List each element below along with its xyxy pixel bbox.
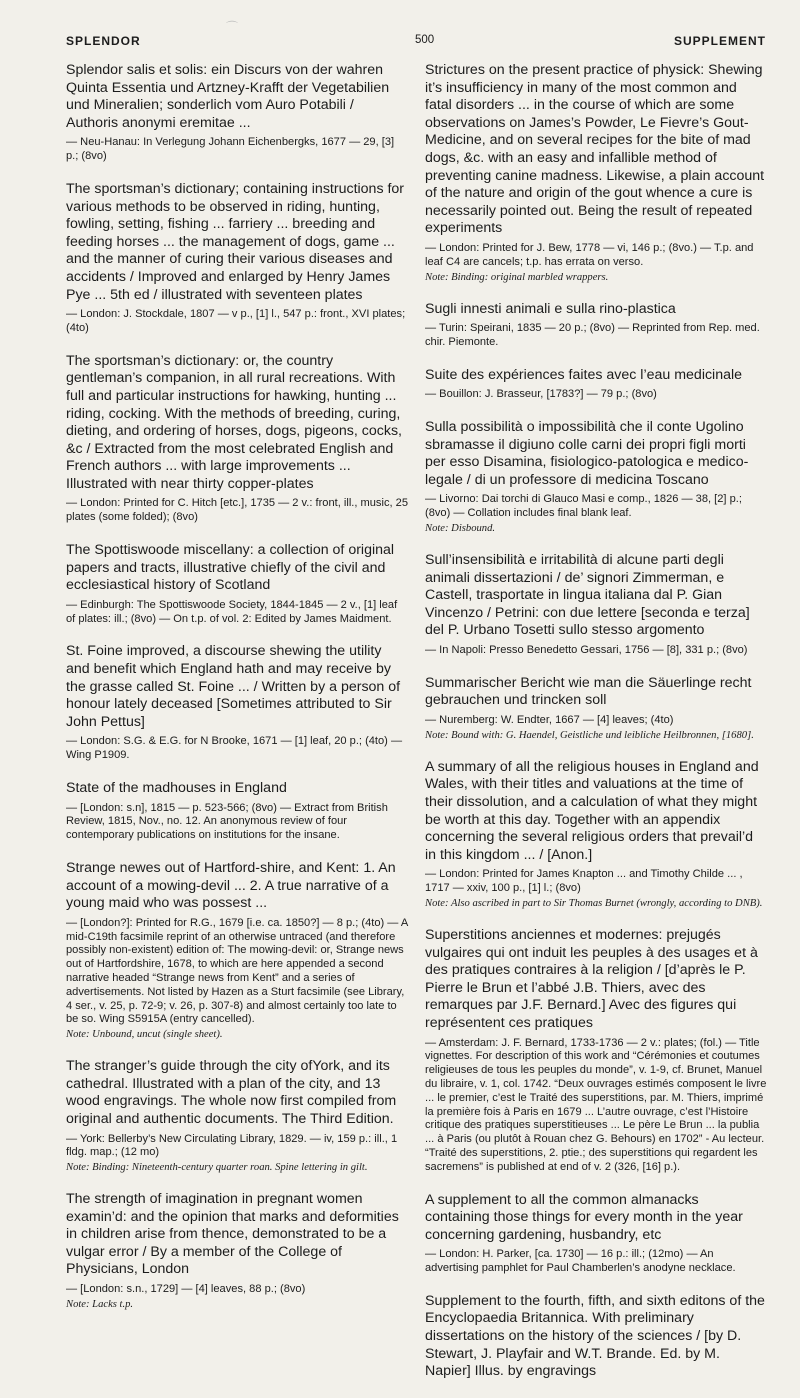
catalog-entry: [425, 927, 767, 1175]
entry-imprint: — London: Printed for James Knapton ... and Timothy Childe ... , 1717 — xxiv, 100 p., [1] l.; (8vo): [425, 868, 743, 895]
entry-imprint: — London: H. Parker, [ca. 1730] — 16 p.: ill.; (12mo) — An advertising pamphlet for Paul Chamberlen’s anodyne necklace.: [425, 1248, 736, 1275]
entry-title: A summary of all the religious houses in England and Wales, with their titles and valuations at the time of their dissolution, and a calculation of what they might be worth at this day. Together with an appendix concerning the several religious orders that prevail’d in this kingdom ... / [Anon.]: [425, 758, 759, 863]
pencil-mark-icon: ⌒: [226, 20, 239, 34]
entry-imprint: — Turin: Speirani, 1835 — 20 p.; (8vo) — Reprinted from Rep. med. chir. Piemonte.: [425, 322, 760, 348]
catalog-entry: [425, 62, 767, 284]
entry-title: Strictures on the present practice of physick: Shewing it’s insufficiency in many of the most common and fatal disorders ... in the course of which are some observations on James’s Powder, Le Fievre’s Gout-Medicine, and on several recipes for the bite of mad dogs, &c. with an easy and infallible method of preventing canine madness. Likewise, a plain account of the nature and origin of the gout whence a cure is necessarily pointed out. Being the result of repeated experiments: [425, 62, 765, 237]
entry-note: Note: Disbound.: [425, 523, 496, 535]
catalog-entry: [425, 759, 767, 910]
page-number: 500: [415, 34, 435, 46]
catalog-entry: [66, 1191, 408, 1311]
entry-title: The strength of imagination in pregnant women examin’d: and the opinion that marks and deformities in children arise from thence, demonstrated to be a vulgar error / By a member of the College of Physicians, London: [66, 1191, 399, 1278]
entry-imprint: — Neu-Hanau: In Verlegung Johann Eichenbergks, 1677 — 29, [3] p.; (8vo): [66, 136, 395, 163]
catalog-entry: [66, 353, 408, 525]
entry-imprint: — In Napoli: Presso Benedetto Gessari, 1756 — [8], 331 p.; (8vo): [425, 644, 748, 657]
catalog-entry: [66, 181, 408, 336]
catalog-entry: [425, 301, 767, 350]
entry-title: The sportsman’s dictionary; containing instructions for various methods to be observed in riding, hunting, fowling, setting, fishing ... farriery ... breeding and feeding horses ... the management of dogs, game ... and the manner of curing their various diseases and accidents / Improved and enlarged by Henry James Pye ... 5th ed / illustrated with seventeen plates: [66, 180, 405, 303]
entry-note: Note: Binding: Nineteenth-century quarter roan. Spine lettering in gilt.: [66, 1162, 368, 1174]
entry-title: Summarischer Bericht wie man die Säuerlinge recht gebrauchen und trincken soll: [425, 674, 752, 709]
left-column: [66, 62, 408, 1328]
entry-title: St. Foine improved, a discourse shewing the utility and benefit which England hath and may receive by the grasse called St. Foine ... / Written by a person of honour lately deceased [Sometimes attributed to Sir John Pettus]: [66, 643, 401, 730]
entry-title: Strange newes out of Hartford-shire, and Kent: 1. An account of a mowing-devil ... 2. A true narrative of a young maid who was possest ...: [66, 859, 396, 912]
catalog-entry: [66, 1058, 408, 1174]
catalog-entry: [425, 675, 767, 742]
catalog-entry: [66, 643, 408, 763]
catalog-entry: [425, 1293, 767, 1381]
entry-imprint: — [London: s.n., 1729] — [4] leaves, 88 p.; (8vo): [66, 1283, 306, 1296]
header-right-keyword: SUPPLEMENT: [673, 34, 766, 48]
entry-title: Sugli innesti animali e sulla rino-plastica: [425, 300, 676, 317]
entry-title: A supplement to all the common almanacks containing those things for every month in the year concerning gardening, husbandry, etc: [425, 1191, 743, 1243]
catalog-entry: [66, 62, 408, 164]
catalog-entry: [66, 860, 408, 1041]
header-left-keyword: SPLENDOR: [66, 34, 141, 48]
entry-imprint: — London: Printed for C. Hitch [etc.], 1735 — 2 v.: front, ill., music, 25 plates (some folded); (8vo): [66, 497, 408, 524]
entry-imprint: — Nuremberg: W. Endter, 1667 — [4] leaves; (4to): [425, 714, 674, 727]
entry-title: Superstitions anciennes et modernes: prejugés vulgaires qui ont induit les peuples à des usages et à des pratiques contraires à la religion / [d’après le P. Pierre le Brun et l’abbé J.B. Thiers, avec des remarques par J.F. Bernard.] Avec des figures qui représentent ces pratiques: [425, 926, 758, 1031]
entry-title: Sull’insensibilità e irritabilità di alcune parti degli animali dissertazioni / de’ signori Zimmerman, e Castell, trasportate in lingua italiana dal P. Gian Vincenzo / Petrini: con due lettere [seconda e terza] del P. Urbano Tosetti sullo stesso argomento: [425, 552, 750, 639]
entry-imprint: — [London: s.n], 1815 — p. 523-566; (8vo) — Extract from British Review, 1815, Nov., no. 12. An anonymous review of four contemporary publications on institutions for the insane.: [66, 801, 388, 842]
entry-title: Sulla possibilità o impossibilità che il conte Ugolino sbramasse il digiuno colle carni dei propri figli morti per esso Disamina, fisiologico-patologica e medico-legale / di un professore di medicina Toscano: [425, 419, 749, 488]
catalog-entry: [425, 1192, 767, 1276]
entry-imprint: — Bouillon: J. Brasseur, [1783?] — 79 p.; (8vo): [425, 388, 657, 401]
entry-title: The sportsman’s dictionary: or, the country gentleman’s companion, in all rural recreations. With full and particular instructions for hawking, hunting ... riding, cocking. With the methods of breeding, curing, dieting, and ordering of horses, dogs, pigeons, cocks, &c / Extracted from the most celebrated English and French authors ... with large improvements ... Illustrated with near thirty copper-plates: [66, 352, 402, 492]
entry-title: State of the madhouses in England: [66, 780, 287, 796]
entry-imprint: — London: S.G. & E.G. for N Brooke, 1671 — [1] leaf, 20 p.; (4to) — Wing P1909.: [66, 735, 403, 762]
catalog-entry: [66, 542, 408, 626]
entry-imprint: — London: J. Stockdale, 1807 — v p., [1] l., 547 p.: front., XVI plates; (4to): [66, 308, 406, 334]
right-column: [425, 62, 767, 1398]
entry-title: The stranger’s guide through the city ofYork, and its cathedral. Illustrated with a plan of the city, and 13 wood engravings. The whole now first compiled from original and authentic documents. The Third Edition.: [66, 1058, 397, 1127]
entry-note: Note: Unbound, uncut (single sheet).: [66, 1029, 223, 1041]
entry-imprint: — York: Bellerby’s New Circulating Library, 1829. — iv, 159 p.: ill., 1 fldg. map.; (12 mo): [66, 1132, 398, 1159]
catalog-entry: [425, 367, 767, 402]
entry-title: The Spottiswoode miscellany: a collection of original papers and tracts, illustrative chiefly of the civil and ecclesiastical history of Scotland: [66, 542, 395, 594]
catalog-entry: [66, 780, 408, 843]
entry-imprint: — London: Printed for J. Bew, 1778 — vi, 146 p.; (8vo.) — T.p. and leaf C4 are cancels; t.p. has errata on verso.: [425, 241, 754, 268]
entry-imprint: — Amsterdam: J. F. Bernard, 1733-1736 — 2 v.: plates; (fol.) — Title vignettes. For description of this work and “Cérémonies et coutumes religieuses de tous les peuples du monde”, v. 1-9, cf. Brunet, Manuel du libraire, v. 1, col. 1742. “Deux ouvrages estimés composent le livre ... le premier, c’est le Traité des superstitions, par. M. Thiers, imprimé la première fois à Paris en 1679 ... L’autre ouvrage, c’est l’Histoire critique des pratiques superstitieuses ... Le père Le Brun ... la publia ... à Paris (ou plutôt à Rouan chez G. Behours) en 1702” - Au lecteur. “Traité des superstitions, 2. ptie.; des superstitions qui regardent les sacremens” is published at end of v. 2 (326, [16] p.).: [425, 1036, 767, 1173]
entry-note: Note: Binding: original marbled wrappers.: [425, 271, 609, 283]
entry-note: Note: Also ascribed in part to Sir Thomas Burnet (wrongly, according to DNB).: [425, 897, 763, 909]
running-header: [66, 34, 766, 54]
entry-imprint: — [London?]: Printed for R.G., 1679 [i.e. ca. 1850?] — 8 p.; (4to) — A mid-C19th facsimile reprint of an otherwise untraced (and therefore possibly non-existent) edition of: The mowing-devil: or, Strange news out of Hartfordshire, 1678, to which are here appended a second narrative headed “Strange news from Kent” and a series of advertisements. Not listed by Hazen as a Sturt facsimile (see Library, 4 ser., v. 25, p. 72-9; v. 26, p. 307-8) and almost certainly too late to be so. Wing S5915A (entry cancelled).: [66, 916, 408, 1026]
entry-imprint: — Livorno: Dai torchi di Glauco Masi e comp., 1826 — 38, [2] p.; (8vo) — Collation includes final blank leaf.: [425, 493, 742, 520]
entry-title: Splendor salis et solis: ein Discurs von der wahren Quinta Essentia und Artzney-Krafft der Vegetabilien und Mineralien; sonderlich vom Auro Potabili / Authoris anonymi eremitae ...: [66, 62, 390, 131]
entry-imprint: — Edinburgh: The Spottiswoode Society, 1844-1845 — 2 v., [1] leaf of plates: ill.; (8vo) — On t.p. of vol. 2: Edited by James Maidment.: [66, 598, 398, 625]
entry-note: Note: Lacks t.p.: [66, 1298, 134, 1310]
entry-title: Suite des expériences faites avec l’eau medicinale: [425, 366, 743, 383]
catalog-entry: [425, 419, 767, 535]
catalog-entry: [425, 552, 767, 658]
entry-title: Supplement to the fourth, fifth, and sixth editons of the Encyclopaedia Britannica. With preliminary dissertations on the history of the sciences / [by D. Stewart, J. Playfair and W.T. Brande. Ed. by M. Napier] Illus. by engravings: [425, 1292, 765, 1380]
entry-note: Note: Bound with: G. Haendel, Geistliche und leibliche Heilbronnen, [1680].: [425, 729, 754, 741]
